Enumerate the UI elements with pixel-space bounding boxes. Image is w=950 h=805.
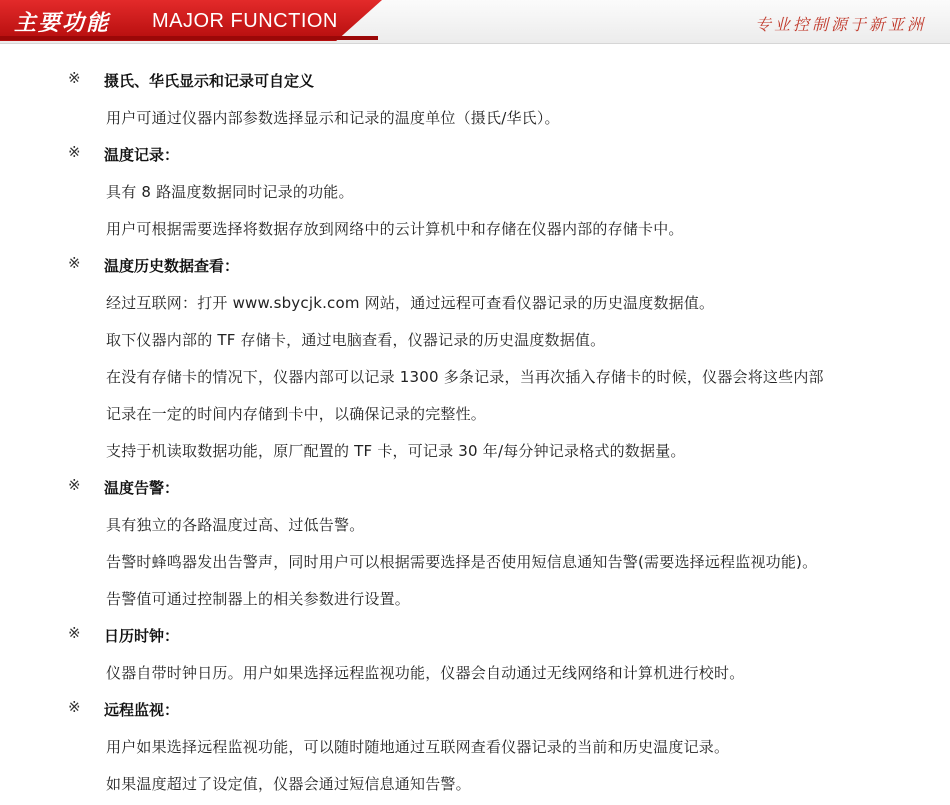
section-line: 告警时蜂鸣器发出告警声，同时用户可以根据需要选择是否使用短信息通知告警(需要选择远程监视功能)。 xyxy=(106,553,818,571)
section-line: 如果温度超过了设定值，仪器会通过短信息通知告警。 xyxy=(106,775,471,793)
reference-mark: ※ xyxy=(68,698,81,716)
section-title: 温度历史数据查看： xyxy=(104,257,240,275)
section-line: 记录在一定的时间内存储到卡中，以确保记录的完整性。 xyxy=(106,405,487,423)
section-line: 告警值可通过控制器上的相关参数进行设置。 xyxy=(106,590,411,608)
section-temperature-unit xyxy=(0,60,950,134)
reference-mark: ※ xyxy=(68,69,81,87)
section-temperature-recording xyxy=(0,134,950,245)
section-line: 在没有存储卡的情况下，仪器内部可以记录 1300 多条记录，当再次插入存储卡的时候，仪器会将这些内部 xyxy=(106,368,824,386)
function-list xyxy=(0,60,950,800)
section-line: 取下仪器内部的 TF 存储卡，通过电脑查看，仪器记录的历史温度数据值。 xyxy=(106,331,606,349)
reference-mark: ※ xyxy=(68,254,81,272)
section-title: 摄氏、华氏显示和记录可自定义 xyxy=(104,72,315,90)
section-title: 日历时钟： xyxy=(104,627,180,645)
header-slogan: 专业控制源于新亚洲 xyxy=(754,15,926,34)
section-history-data xyxy=(0,245,950,467)
section-line: 用户可根据需要选择将数据存放到网络中的云计算机中和存储在仪器内部的存储卡中。 xyxy=(106,220,684,238)
section-line: 用户如果选择远程监视功能，可以随时随地通过互联网查看仪器记录的当前和历史温度记录。 xyxy=(106,738,730,756)
section-temperature-alarm xyxy=(0,467,950,615)
header-title-english: MAJOR FUNCTION xyxy=(152,10,338,32)
section-line: 具有独立的各路温度过高、过低告警。 xyxy=(106,516,365,534)
section-line: 用户可通过仪器内部参数选择显示和记录的温度单位（摄氏/华氏）。 xyxy=(106,109,560,127)
section-calendar-clock xyxy=(0,615,950,689)
reference-mark: ※ xyxy=(68,624,81,642)
section-line: 支持于机读取数据功能，原厂配置的 TF 卡，可记录 30 年/每分钟记录格式的数据量。 xyxy=(106,442,686,460)
page-header xyxy=(0,0,950,44)
section-line: 具有 8 路温度数据同时记录的功能。 xyxy=(106,183,354,201)
section-title: 远程监视： xyxy=(104,701,180,719)
header-title-chinese: 主要功能 xyxy=(14,10,111,36)
section-line: 经过互联网：打开 www.sbycjk.com 网站，通过远程可查看仪器记录的历史温度数据值。 xyxy=(106,294,715,312)
section-remote-monitoring xyxy=(0,689,950,800)
section-title: 温度告警： xyxy=(104,479,180,497)
section-title: 温度记录： xyxy=(104,146,180,164)
reference-mark: ※ xyxy=(68,476,81,494)
reference-mark: ※ xyxy=(68,143,81,161)
section-line: 仪器自带时钟日历。用户如果选择远程监视功能，仪器会自动通过无线网络和计算机进行校时。 xyxy=(106,664,745,682)
